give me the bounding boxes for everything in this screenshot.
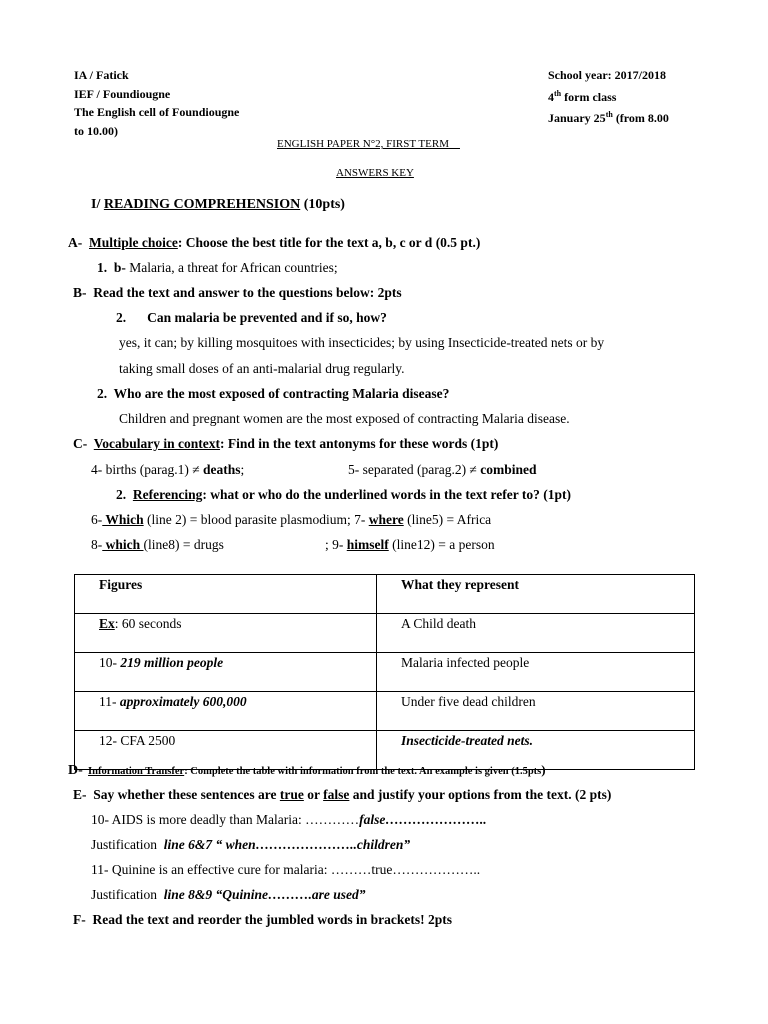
page-subtitle: ANSWERS KEY bbox=[336, 167, 414, 179]
form-class bbox=[548, 85, 669, 107]
question-a-instructions: : Choose the best title for the text a, b, c or d (0.5 pt.) bbox=[177, 235, 481, 250]
table-cell-figure bbox=[75, 692, 377, 731]
exam-date-text: January 25 bbox=[548, 111, 606, 125]
statement-11: 11- Quinine is an effective cure for malaria: ………true……………….. bbox=[91, 862, 481, 877]
referencing-number: 2. bbox=[116, 487, 127, 502]
table-cell-figure bbox=[75, 614, 377, 653]
exam-date bbox=[548, 106, 669, 128]
question-b2-text: Who are the most exposed of contracting Malaria disease? bbox=[113, 386, 450, 401]
information-table bbox=[74, 574, 695, 770]
statement-10-answer: false………………….. bbox=[359, 812, 487, 827]
question-a-answer bbox=[97, 260, 338, 276]
ref-8-answer: (line8) = drugs bbox=[143, 537, 224, 552]
referencing-instructions: : what or who do the underlined words in the text refer to? (1pt) bbox=[202, 487, 571, 502]
vocab-5 bbox=[348, 462, 536, 478]
justification-10-text: line 6&7 “ when…………………..children” bbox=[163, 837, 411, 852]
table-row bbox=[75, 653, 695, 692]
section-heading-reading bbox=[91, 197, 345, 213]
form-class-text: form class bbox=[561, 89, 617, 104]
ref-8-word: which bbox=[102, 537, 144, 552]
table-header-row bbox=[75, 575, 695, 614]
question-a-choice: b- bbox=[113, 260, 126, 275]
ref-9-number: ; 9- bbox=[325, 537, 347, 552]
referencing-label: Referencing bbox=[132, 487, 203, 502]
question-e-false: false bbox=[323, 787, 350, 802]
justification-11 bbox=[91, 887, 366, 903]
question-e-heading bbox=[73, 787, 611, 803]
section-points: (10pts) bbox=[300, 197, 345, 212]
row-10-number: 10- bbox=[99, 655, 121, 670]
ref-7-answer: (line5) = Africa bbox=[403, 512, 492, 527]
vocab-4-answer: deaths bbox=[203, 462, 241, 477]
ref-7-word: where bbox=[368, 512, 404, 527]
table-header-figures: Figures bbox=[75, 575, 377, 614]
question-f-heading bbox=[73, 912, 452, 928]
question-e-text-3: and justify your options from the text. (2 pts) bbox=[349, 787, 612, 802]
statement-10 bbox=[91, 812, 487, 828]
justification-label: Justification bbox=[91, 837, 161, 852]
question-c-label: Vocabulary in context bbox=[93, 436, 221, 451]
question-c-heading bbox=[73, 436, 498, 452]
header-left-line-1: IA / Fatick bbox=[74, 68, 129, 82]
question-c-instructions: : Find in the text antonyms for these words (1pt) bbox=[220, 436, 499, 451]
question-a-letter: A- bbox=[68, 235, 83, 250]
question-b-letter: B- bbox=[73, 285, 87, 300]
vocab-5-word: 5- separated (parag.2) ≠ bbox=[348, 462, 481, 477]
vocab-4-punct: ; bbox=[240, 462, 245, 477]
header-left bbox=[74, 66, 239, 140]
section-name: READING COMPREHENSION bbox=[103, 197, 301, 212]
question-e-text-2: or bbox=[303, 787, 324, 802]
vocab-4-word: 4- births (parag.1) ≠ bbox=[91, 462, 204, 477]
justification-label: Justification bbox=[91, 887, 161, 902]
example-figure: : 60 seconds bbox=[114, 616, 182, 631]
table-cell-value: Under five dead children bbox=[377, 692, 695, 731]
ref-6-number: 6- bbox=[91, 512, 103, 527]
table-row bbox=[75, 614, 695, 653]
answer-b1-line-1: yes, it can; by killing mosquitoes with insecticides; by using Insecticide-treated nets or by bbox=[119, 335, 605, 350]
ref-6-answer: (line 2) = blood parasite plasmodium; 7- bbox=[143, 512, 369, 527]
question-b2-number: 2. bbox=[97, 386, 108, 401]
page-title bbox=[277, 138, 460, 150]
ref-8-number: 8- bbox=[91, 537, 103, 552]
referencing-heading bbox=[116, 487, 571, 503]
page-title-trail bbox=[449, 138, 460, 150]
question-a-label: Multiple choice bbox=[89, 235, 178, 250]
answer-b1-line-2: taking small doses of an anti-malarial drug regularly. bbox=[119, 361, 405, 376]
page-title-text: ENGLISH PAPER N°2, FIRST TERM bbox=[277, 138, 449, 150]
ref-9-answer: (line12) = a person bbox=[388, 537, 495, 552]
exam-date-suffix: th bbox=[605, 110, 613, 119]
row-10-figure: 219 million people bbox=[120, 655, 224, 670]
question-d-heading bbox=[68, 761, 546, 779]
question-a-answer-text: Malaria, a threat for African countries; bbox=[125, 260, 338, 275]
header-left-line-2: IEF / Foundiougne bbox=[74, 86, 171, 101]
question-e-true: true bbox=[279, 787, 304, 802]
row-11-figure: approximately 600,000 bbox=[119, 694, 247, 709]
question-a-heading bbox=[68, 235, 480, 251]
referencing-9 bbox=[325, 537, 495, 553]
question-d-label: Information Transfer bbox=[88, 766, 185, 777]
table-cell-value: Malaria infected people bbox=[377, 653, 695, 692]
row-11-number: 11- bbox=[99, 694, 120, 709]
section-prefix: I/ bbox=[91, 197, 104, 212]
table-header-represent: What they represent bbox=[377, 575, 695, 614]
question-b1 bbox=[116, 310, 387, 326]
question-f-letter: F- bbox=[73, 912, 86, 927]
question-d-letter: D- bbox=[68, 763, 83, 778]
question-d-instructions: : Complete the table with information from the text. An example is given (1.5pts bbox=[184, 766, 542, 777]
table-cell-figure: 12- CFA 2500 bbox=[75, 731, 377, 770]
table-cell-figure bbox=[75, 653, 377, 692]
question-b1-text: Can malaria be prevented and if so, how? bbox=[147, 310, 387, 325]
table-row bbox=[75, 692, 695, 731]
question-c-letter: C- bbox=[73, 436, 88, 451]
exam-date-time: (from 8.00 bbox=[612, 111, 669, 125]
question-a-number: 1. bbox=[97, 260, 108, 275]
table-cell-value: A Child death bbox=[377, 614, 695, 653]
example-label: Ex bbox=[99, 616, 115, 631]
ref-6-word: Which bbox=[102, 512, 144, 527]
question-f-instructions: Read the text and reorder the jumbled words in brackets! 2pts bbox=[92, 912, 452, 927]
header-right bbox=[548, 66, 669, 128]
form-class-number: 4 bbox=[548, 89, 554, 104]
header-left-line-3: The English cell of Foundiougne bbox=[74, 105, 240, 119]
answer-b2: Children and pregnant women are the most exposed of contracting Malaria disease. bbox=[119, 411, 570, 426]
form-class-suffix: th bbox=[554, 88, 562, 98]
vocab-4 bbox=[91, 462, 244, 478]
vocab-5-answer: combined bbox=[480, 462, 537, 477]
question-b-heading bbox=[73, 285, 402, 301]
justification-10 bbox=[91, 837, 410, 853]
header-left-line-4: to 10.00) bbox=[74, 123, 118, 138]
question-b2 bbox=[97, 386, 449, 402]
table-cell-value: Insecticide-treated nets. bbox=[377, 731, 695, 770]
school-year: School year: 2017/2018 bbox=[548, 68, 666, 82]
question-e-letter: E- bbox=[73, 787, 87, 802]
justification-11-text: line 8&9 “Quinine……….are used” bbox=[163, 887, 366, 902]
referencing-6-7 bbox=[91, 512, 491, 528]
question-d-close: ) bbox=[541, 762, 546, 777]
question-b1-number: 2. bbox=[116, 310, 127, 325]
referencing-8 bbox=[91, 537, 224, 553]
question-e-text-1: Say whether these sentences are bbox=[93, 787, 280, 802]
ref-9-word: himself bbox=[346, 537, 389, 552]
question-b-instructions: Read the text and answer to the questions below: 2pts bbox=[93, 285, 402, 300]
statement-10-text: 10- AIDS is more deadly than Malaria: ………… bbox=[91, 812, 360, 827]
